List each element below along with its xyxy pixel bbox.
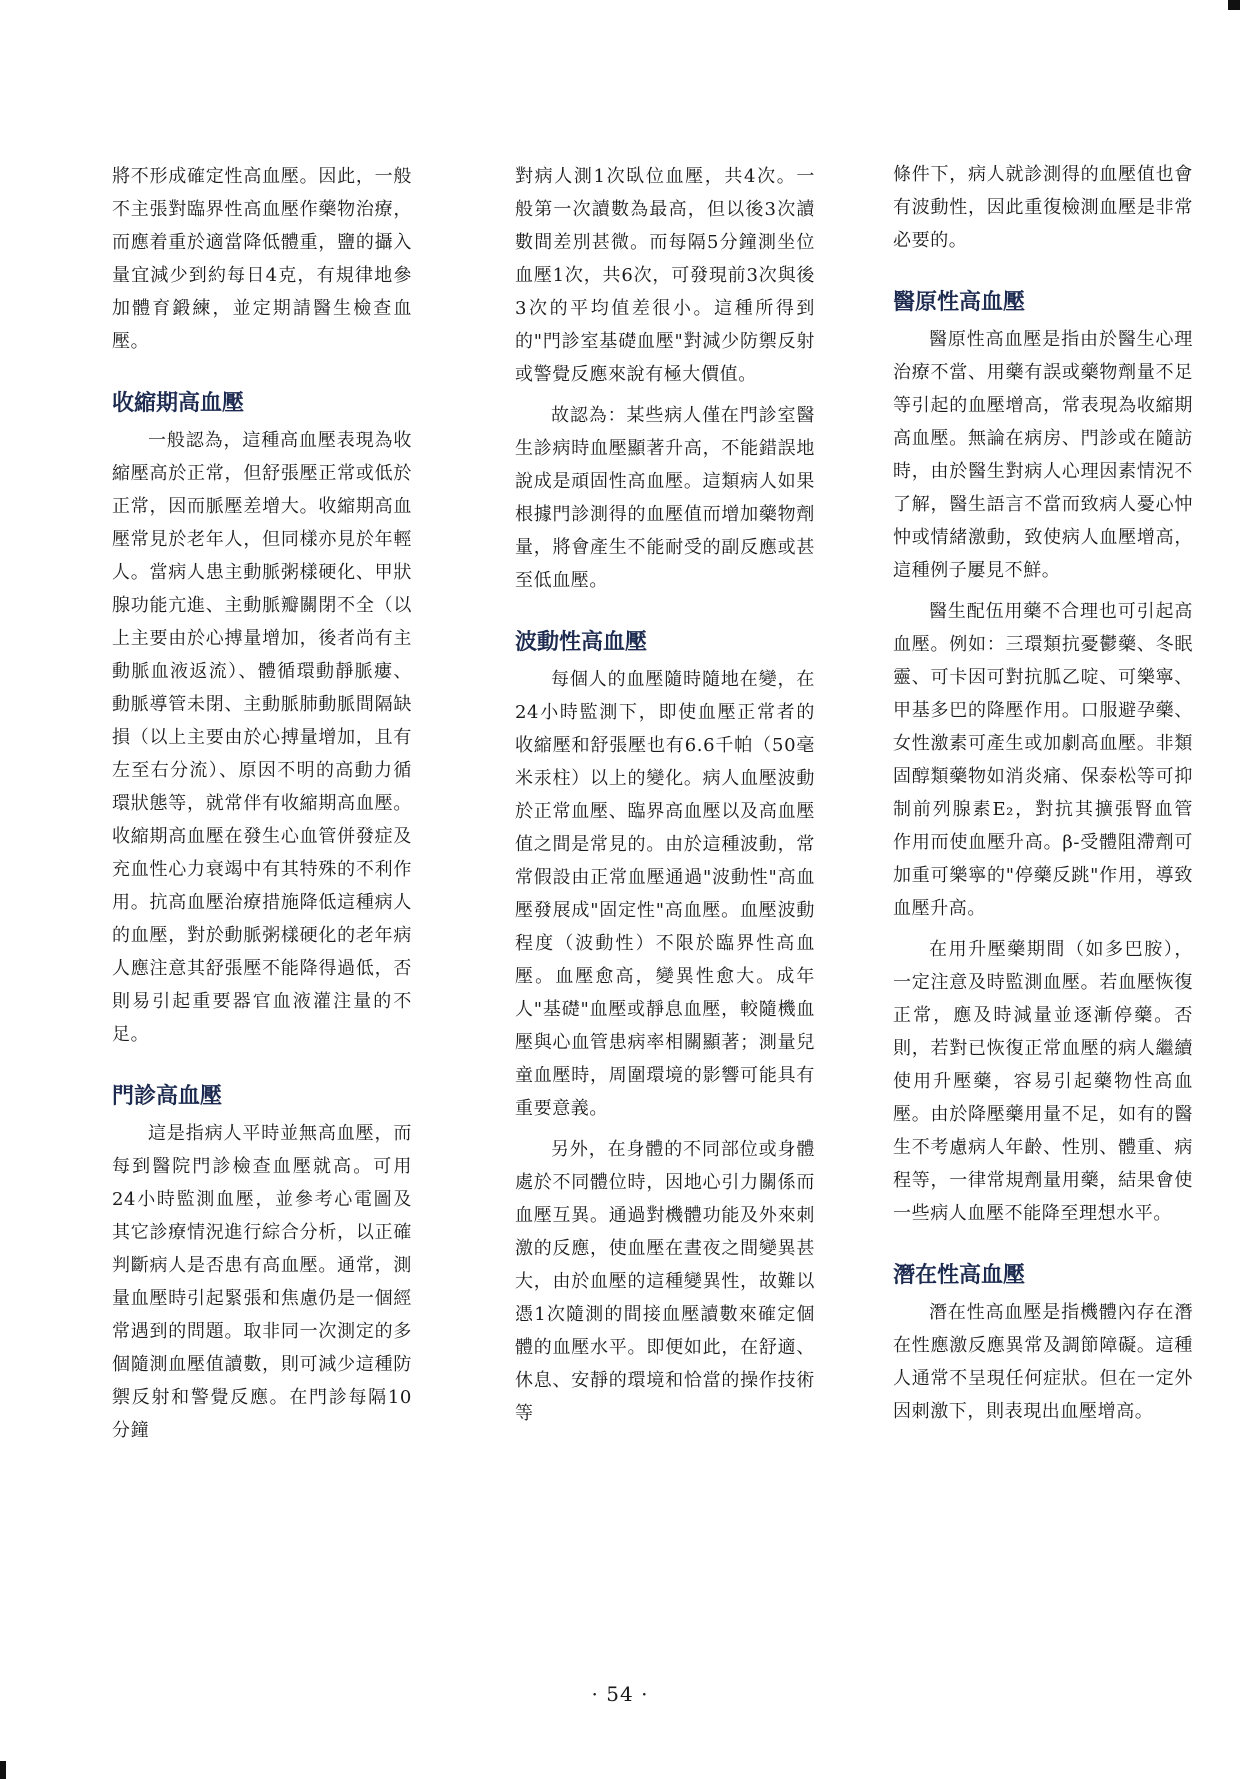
paragraph-iatrogenic-1: 醫原性高血壓是指由於醫生心理治療不當、用藥有誤或藥物劑量不足等引起的血壓增高，常表現為收縮期高血壓。無論在病房、門診或在隨訪時，由於醫生對病人心理因素情況不了解，醫生語言不當而致病人憂心忡忡或情緒激動，致使病人血壓增高，這種例子屢見不鮮。 [893,329,1193,581]
heading-systolic-hypertension: 收縮期高血壓 [112,391,245,416]
paragraph-fluctuating-2: 另外，在身體的不同部位或身體處於不同體位時，因地心引力關係而血壓互異。通過對機體功能及外來刺激的反應，使血壓在晝夜之間變異甚大，由於血壓的這種變異性，故難以憑1次隨測的間接血壓讀數來確定個體的血壓水平。即便如此，在舒適、休息、安靜的環境和恰當的操作技術等 [515,1139,815,1424]
paragraph-systolic-hypertension: 一般認為，這種高血壓表現為收縮壓高於正常，但舒張壓正常或低於正常，因而脈壓差增大。收縮期高血壓常見於老年人，但同樣亦見於年輕人。當病人患主動脈粥樣硬化、甲狀腺功能亢進、主動脈瓣關閉不全（以上主要由於心搏量增加，後者尚有主動脈血液返流）、體循環動靜脈瘻、動脈導管未閉、主動脈肺動脈間隔缺損（以上主要由於心搏量增加，且有左至右分流）、原因不明的高動力循環狀態等，就常伴有收縮期高血壓。收縮期高血壓在發生心血管併發症及充血性心力衰竭中有其特殊的不利作用。抗高血壓治療措施降低這種病人的血壓，對於動脈粥樣硬化的老年病人應注意其舒張壓不能降得過低，否則易引起重要器官血液灌注量的不足。 [112,430,412,1045]
paragraph-borderline-conclusion: 將不形成確定性高血壓。因此，一般不主張對臨界性高血壓作藥物治療，而應着重於適當降低體重，鹽的攝入量宜減少到約每日4克，有規律地參加體育鍛練，並定期請醫生檢查血壓。 [112,166,412,352]
corner-scan-mark [1228,0,1240,10]
paragraph-iatrogenic-3: 在用升壓藥期間（如多巴胺），一定注意及時監測血壓。若血壓恢復正常，應及時減量並逐漸停藥。否則，若對已恢復正常血壓的病人繼續使用升壓藥，容易引起藥物性高血壓。由於降壓藥用量不足，如有的醫生不考慮病人年齡、性別、體重、病程等，一律常規劑量用藥，結果會使一些病人血壓不能降至理想水平。 [893,939,1193,1224]
paragraph-fluctuating-continued: 條件下，病人就診測得的血壓值也會有波動性，因此重復檢測血壓是非常必要的。 [893,164,1193,251]
text-column-2 [515,160,815,1430]
paragraph-clinic-hypertension: 這是指病人平時並無高血壓，而每到醫院門診檢查血壓就高。可用24小時監測血壓，並參考心電圖及其它診療情況進行綜合分析，以正確判斷病人是否患有高血壓。通常，測量血壓時引起緊張和焦慮仍是一個經常遇到的問題。取非同一次測定的多個隨測血壓值讀數，則可減少這種防禦反射和警覺反應。在門診每隔10分鐘 [112,1123,412,1441]
paragraph-clinic-continued: 對病人測1次臥位血壓，共4次。一般第一次讀數為最高，但以後3次讀數間差別甚微。而每隔5分鐘測坐位血壓1次，共6次，可發現前3次與後3次的平均值差很小。這種所得到的"門診室基礎血壓"對減少防禦反射或警覺反應來說有極大價值。 [515,166,815,385]
text-column-1 [112,160,412,1447]
heading-iatrogenic-hypertension: 醫原性高血壓 [893,290,1026,315]
heading-fluctuating-hypertension: 波動性高血壓 [515,630,648,655]
heading-clinic-hypertension: 門診高血壓 [112,1084,223,1109]
page-number: · 54 · [591,1682,649,1706]
paragraph-latent-hypertension: 潛在性高血壓是指機體內存在潛在性應激反應異常及調節障礙。這種人通常不呈現任何症狀。但在一定外因刺激下，則表現出血壓增高。 [893,1302,1193,1422]
heading-latent-hypertension: 潛在性高血壓 [893,1263,1026,1288]
paragraph-fluctuating-1: 每個人的血壓隨時隨地在變，在24小時監測下，即使血壓正常者的收縮壓和舒張壓也有6.6千帕（50毫米汞柱）以上的變化。病人血壓波動於正常血壓、臨界高血壓以及高血壓值之間是常見的。由於這種波動，常常假設由正常血壓通過"波動性"高血壓發展成"固定性"高血壓。血壓波動程度（波動性）不限於臨界性高血壓。血壓愈高，變異性愈大。成年人"基礎"血壓或靜息血壓，較隨機血壓與心血管患病率相關顯著；測量兒童血壓時，周圍環境的影響可能具有重要意義。 [515,669,815,1119]
paragraph-clinic-conclusion: 故認為：某些病人僅在門診室醫生診病時血壓顯著升高，不能錯誤地說成是頑固性高血壓。這類病人如果根據門診測得的血壓值而增加藥物劑量，將會產生不能耐受的副反應或甚至低血壓。 [515,405,815,591]
corner-scan-mark-bottom [0,1761,6,1779]
paragraph-iatrogenic-2: 醫生配伍用藥不合理也可引起高血壓。例如：三環類抗憂鬱藥、冬眠靈、可卡因可對抗胍乙啶、可樂寧、甲基多巴的降壓作用。口服避孕藥、女性激素可產生或加劇高血壓。非類固醇類藥物如消炎痛、保泰松等可抑制前列腺素E₂，對抗其擴張腎血管作用而使血壓升高。β-受體阻滯劑可加重可樂寧的"停藥反跳"作用，導致血壓升高。 [893,601,1193,919]
text-column-3 [893,158,1193,1428]
